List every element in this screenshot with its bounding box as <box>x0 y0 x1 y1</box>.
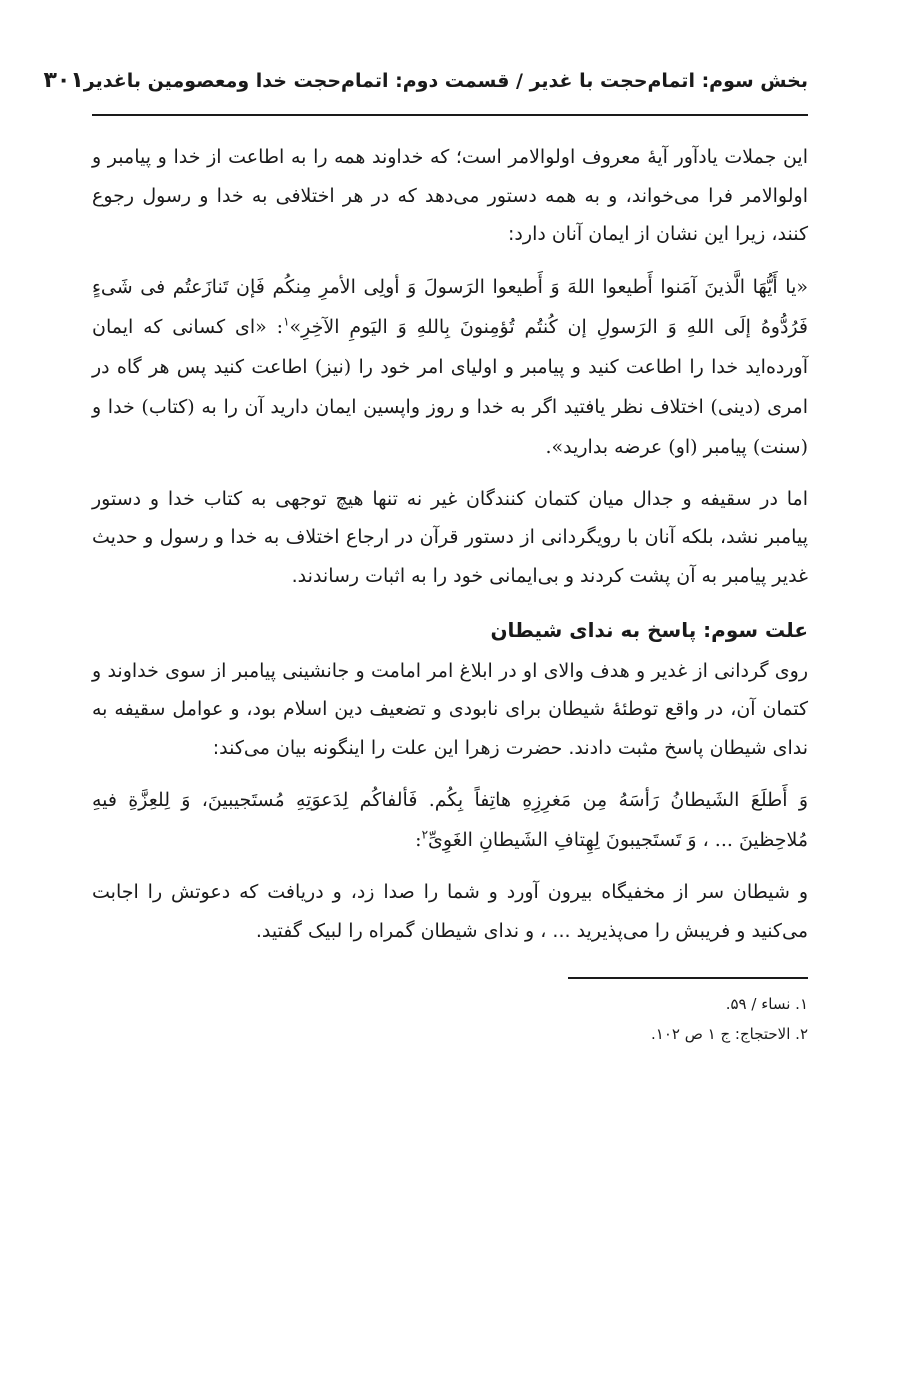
quran-verse: «یا أَیُّهَا الَّذینَ آمَنوا أَطیعوا اللهَ وَ أَطیعوا الرَسولَ وَ أولِی الأمرِ مِنکُم فَإن تَنازَعتُم فی شَیءٍ فَرُدُّوهُ إلَی اللهِ وَ الرَسولِ إن کُنتُم تُؤمِنونَ بِاللهِ وَ الیَومِ الآخِرِ» <box>92 275 808 338</box>
chapter-title: بخش سوم: اتمام‌حجت با غدیر / قسمت دوم: اتمام‌حجت خدا ومعصومین باغدیر <box>83 70 808 92</box>
sermon-end: : <box>415 829 422 852</box>
footnote-2: ۲. الاحتجاج: ج ۱ ص ۱۰۲. <box>650 1024 808 1043</box>
paragraph-6: و شیطان سر از مخفیگاه بیرون آورد و شما را صدا زد، و دریافت که دعوتش را اجابت می‌کنید و فریبش را می‌پذیرید ... ، و ندای شیطان گمراه را لبیک گفتید. <box>92 881 808 942</box>
footnote-marker-2[interactable]: ۲ <box>421 828 429 843</box>
verse-translation: : «ای کسانی که ایمان آورده‌اید خدا را اطاعت کنید و پیامبر و اولیای امر خود را (نیز) اطاعت کنید پس هر گاه در امری (دینی) اختلاف نظر یافتید اگر به خدا و روز واپسین ایمان دارید آن را به (کتاب) خدا و (سنت) پیامبر (او) عرضه بدارید». <box>92 315 808 458</box>
sermon-text: وَ أَطلَعَ الشَیطانُ رَأسَهُ مِن مَغرِزِهِ هاتِفاً بِکُم. فَألفاکُم لِدَعوَتِهِ مُستَجیبینَ، وَ لِلعِزَّةِ فیهِ مُلاحِظینَ ... ، وَ تَستَجیبونَ لِهِتافِ الشَیطانِ الغَوِیِّ <box>92 789 808 852</box>
footnote-divider <box>568 977 808 979</box>
book-page <box>43 68 808 1049</box>
section-heading: علت سوم: پاسخ به ندای شیطان <box>490 617 808 642</box>
paragraph-4: روی گردانی از غدیر و هدف والای او در ابلاغ امر امامت و جانشینی پیامبر از سوی خداوند و کتمان آن، در واقع توطئهٔ شیطان برای نابودی و تضعیف دین اسلام بود، و عوامل سقیفه به ندای شیطان پاسخ مثبت دادند. حضرت زهرا این علت را اینگونه بیان می‌کند: <box>92 659 808 759</box>
paragraph-5-sermon-quote <box>92 780 808 860</box>
footnote-1: ۱. نساء / ۵۹. <box>725 994 808 1013</box>
paragraph-1: این جملات یادآور آیهٔ معروف اولوالامر است؛ که خداوند همه را به اطاعت از خدا و پیامبر و اولوالامر فرا می‌خواند، و به همه دستور می‌دهد که در هر اختلافی به خدا و رسول رجوع کنند، زیرا این نشان از ایمان آنان دارد: <box>92 146 808 246</box>
footnote-marker-1[interactable]: ۱ <box>283 314 290 329</box>
paragraph-2-quran-quote <box>92 267 808 467</box>
page-number: ۳۰۱ <box>43 68 84 93</box>
running-header <box>43 68 808 116</box>
page-body <box>92 138 808 1049</box>
paragraph-3: اما در سقیفه و جدال میان کتمان کنندگان غیر نه تنها هیچ توجهی به کتاب خدا و دستور پیامبر نشد، بلکه آنان با رویگردانی از دستور قرآن در ارجاع اختلاف به خدا و رسول و حدیث غدیر پیامبر به آن پشت کردند و بی‌ایمانی خود را به اثبات رساندند. <box>92 487 808 587</box>
